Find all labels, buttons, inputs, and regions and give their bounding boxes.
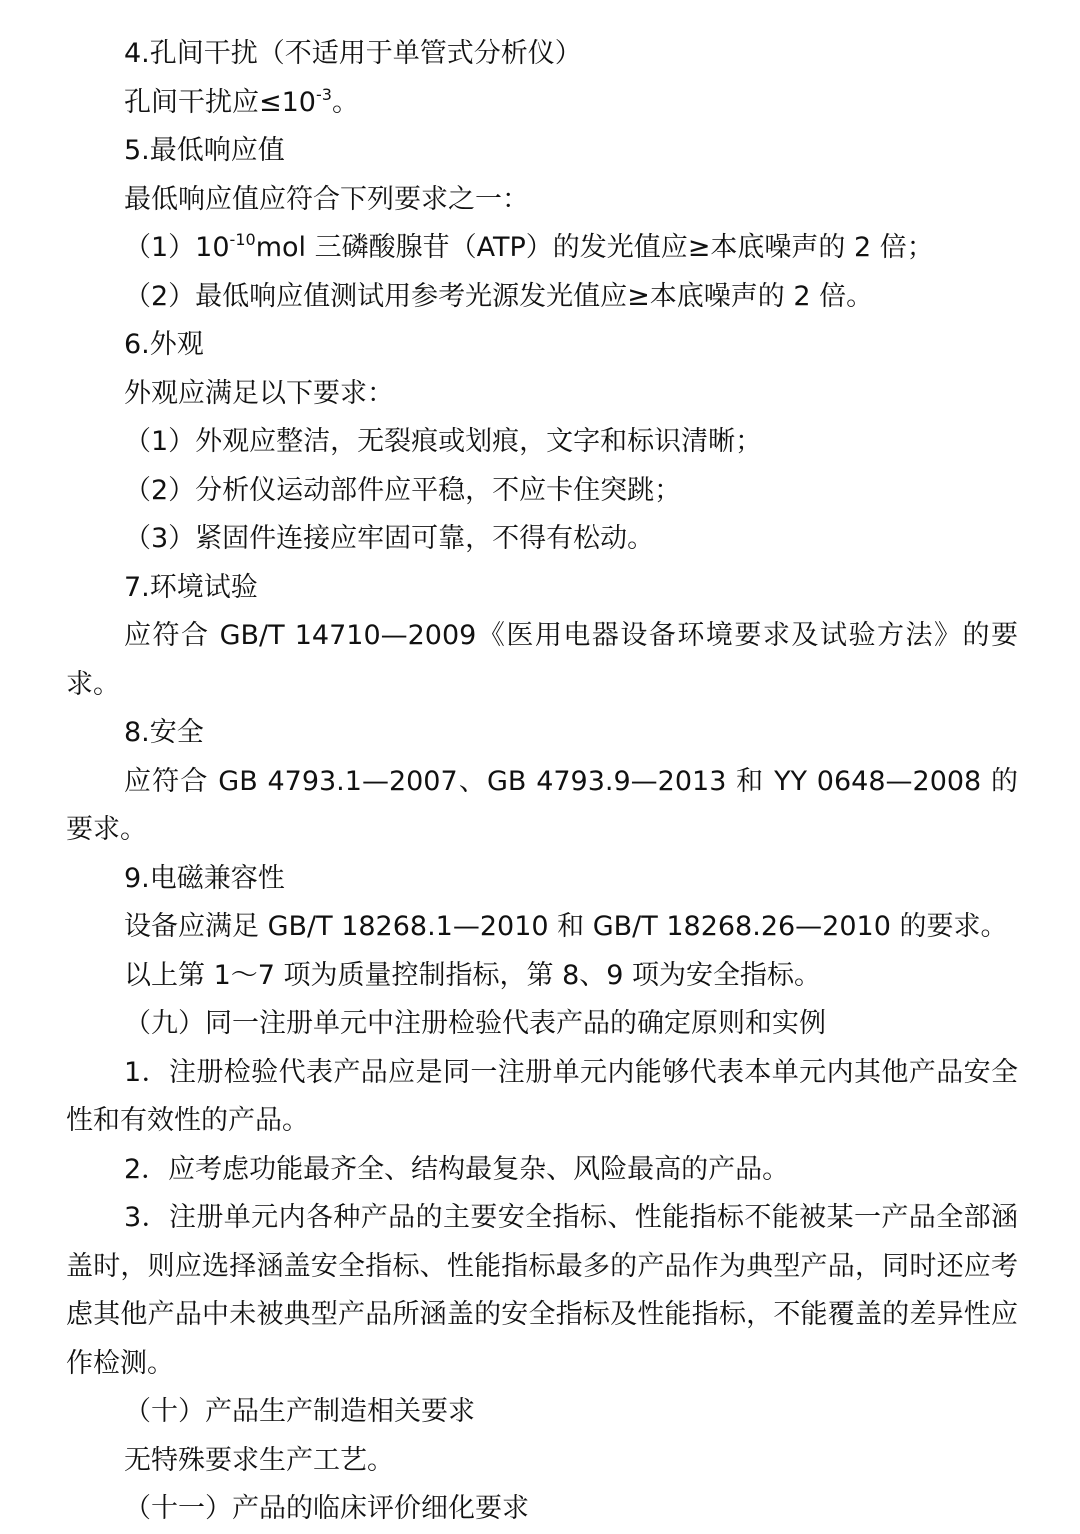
minimum-response-intro: 最低响应值应符合下列要求之一： xyxy=(124,183,529,215)
exponent: -10 xyxy=(229,230,256,249)
appearance-item-1: （1）外观应整洁，无裂痕或划痕，文字和标识清晰； xyxy=(124,426,763,457)
emc-requirement: 设备应满足 GB/T 18268.1—2010 和 GB/T 18268.26—2010 的要求。 xyxy=(124,911,1008,942)
section-heading-clinical-evaluation: （十一）产品的临床评价细化要求 xyxy=(124,1493,529,1524)
appearance-intro: 外观应满足以下要求： xyxy=(124,377,394,409)
section-heading-environment-test: 7.环境试验 xyxy=(124,571,258,603)
minimum-response-item-2: （2）最低响应值测试用参考光源发光值应≥本底噪声的 2 倍。 xyxy=(124,280,874,312)
representative-product-rule-2: 2．应考虑功能最齐全、结构最复杂、风险最高的产品。 xyxy=(124,1153,790,1185)
indicator-summary: 以上第 1～7 项为质量控制指标，第 8、9 项为安全指标。 xyxy=(124,959,822,991)
minimum-response-item-1: $(1)10^{-10}mol$ 三磷酸腺苷（ATP）的发光值应≥本底噪声的 2 倍； xyxy=(124,230,934,263)
representative-product-rule-3: 3．注册单元内各种产品的主要安全指标、性能指标不能被某一产品全部涵盖时，则应选择涵盖安全指标、性能指标最多的产品作为典型产品，同时还应考虑其他产品中未被典型产品所涵盖的安全指标及性能指标，不能覆盖的差异性应作检测。 xyxy=(66,1202,1018,1379)
representative-product-rule-1: 1．注册检验代表产品应是同一注册单元内能够代表本单元内其他产品安全性和有效性的产品。 xyxy=(66,1056,1018,1136)
environment-test-requirement: 应符合 GB/T 14710—2009《医用电器设备环境要求及试验方法》的要求。 xyxy=(66,620,1018,700)
appearance-item-2: （2）分析仪运动部件应平稳，不应卡住突跳； xyxy=(124,474,682,506)
appearance-item-3: （3）紧固件连接应牢固可靠，不得有松动。 xyxy=(124,523,655,554)
section-heading-safety: 8.安全 xyxy=(124,717,204,748)
section-heading-minimum-response: 5.最低响应值 xyxy=(124,135,285,166)
section-heading-emc: 9.电磁兼容性 xyxy=(124,862,285,894)
exponent: -3 xyxy=(315,84,332,104)
section-heading-well-interference: 4.孔间干扰（不适用于单管式分析仪） xyxy=(124,38,582,69)
manufacturing-requirement: 无特殊要求生产工艺。 xyxy=(124,1444,394,1476)
section-heading-manufacturing: （十）产品生产制造相关要求 xyxy=(124,1396,475,1427)
well-interference-requirement: 孔间干扰应$\le 10^{-3}$。 xyxy=(124,84,359,118)
section-heading-appearance: 6.外观 xyxy=(124,329,204,360)
safety-requirement: 应符合 GB 4793.1—2007、GB 4793.9—2013 和 YY 0648—2008 的要求。 xyxy=(66,765,1018,845)
section-heading-representative-product: （九）同一注册单元中注册检验代表产品的确定原则和实例 xyxy=(124,1008,826,1039)
